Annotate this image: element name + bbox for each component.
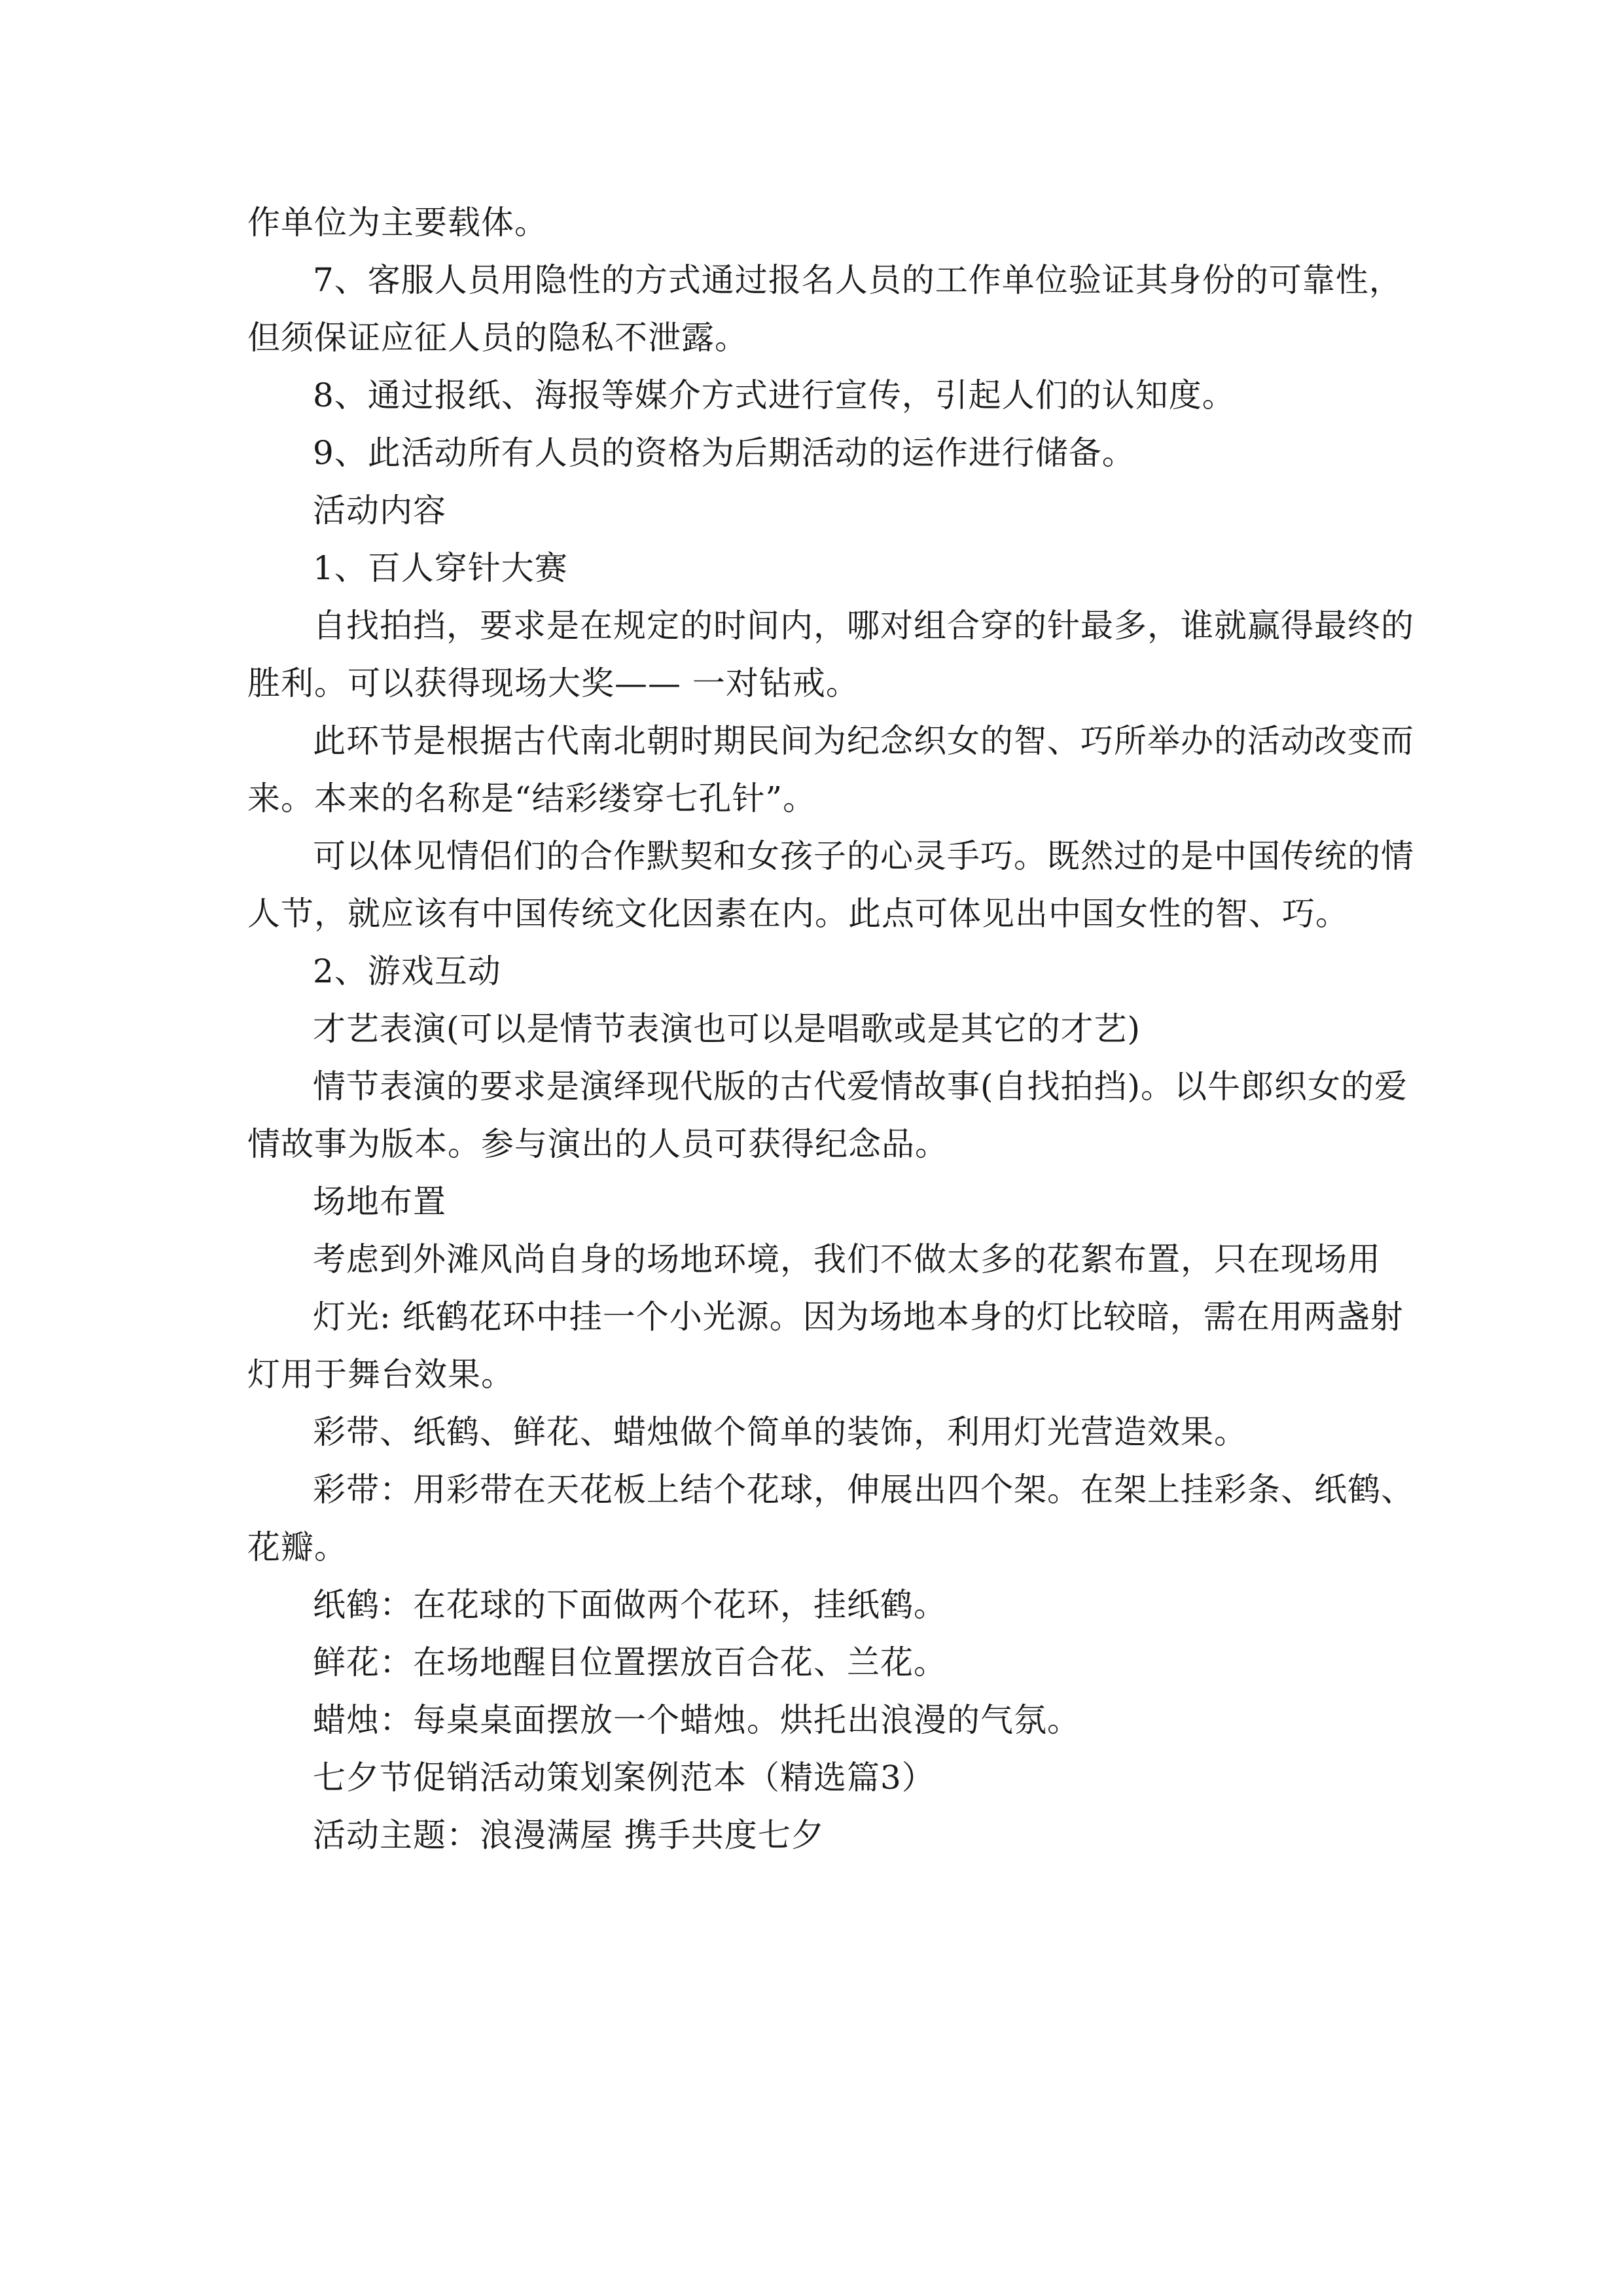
subsection-heading: 1、百人穿针大赛 xyxy=(313,549,568,587)
section-title: 七夕节促销活动策划案例范本（精选篇3） xyxy=(313,1759,935,1797)
paragraph-line: 情故事为版本。参与演出的人员可获得纪念品。 xyxy=(247,1125,948,1163)
paragraph-line: 蜡烛：每桌桌面摆放一个蜡烛。烘托出浪漫的气氛。 xyxy=(313,1701,1080,1739)
paragraph-line: 活动主题：浪漫满屋 携手共度七夕 xyxy=(313,1816,825,1854)
paragraph-line: 鲜花：在场地醒目位置摆放百合花、兰花。 xyxy=(313,1643,947,1681)
paragraph-line: 灯光: 纸鹤花环中挂一个小光源。因为场地本身的灯比较暗，需在用两盏射 xyxy=(313,1298,1404,1336)
paragraph-line: 8、通过报纸、海报等媒介方式进行宣传，引起人们的认知度。 xyxy=(313,376,1236,414)
paragraph-line: 考虑到外滩风尚自身的场地环境，我们不做太多的花絮布置，只在现场用 xyxy=(313,1240,1381,1278)
paragraph-line: 此环节是根据古代南北朝时期民间为纪念织女的智、巧所举办的活动改变而 xyxy=(313,722,1414,760)
paragraph-line: 花瓣。 xyxy=(247,1528,348,1566)
paragraph-line: 彩带、纸鹤、鲜花、蜡烛做个简单的装饰，利用灯光营造效果。 xyxy=(313,1413,1247,1451)
document-body xyxy=(247,194,1414,1864)
section-heading: 场地布置 xyxy=(313,1183,446,1221)
paragraph-line: 情节表演的要求是演绎现代版的古代爱情故事(自找拍挡)。以牛郎织女的爱 xyxy=(313,1067,1408,1105)
paragraph-line: 自找拍挡，要求是在规定的时间内，哪对组合穿的针最多，谁就赢得最终的 xyxy=(313,607,1414,645)
paragraph-line: 9、此活动所有人员的资格为后期活动的运作进行储备。 xyxy=(313,434,1135,472)
paragraph-line: 才艺表演(可以是情节表演也可以是唱歌或是其它的才艺) xyxy=(313,1010,1141,1048)
paragraph-line: 人节，就应该有中国传统文化因素在内。此点可体见出中国女性的智、巧。 xyxy=(247,895,1349,933)
paragraph-line: 胜利。可以获得现场大奖—— 一对钻戒。 xyxy=(247,664,859,702)
paragraph-line: 纸鹤：在花球的下面做两个花环，挂纸鹤。 xyxy=(313,1586,947,1624)
paragraph-line: 7、客服人员用隐性的方式通过报名人员的工作单位验证其身份的可靠性， xyxy=(313,261,1402,299)
paragraph-line: 但须保证应征人员的隐私不泄露。 xyxy=(247,319,748,357)
paragraph-line: 可以体见情侣们的合作默契和女孩子的心灵手巧。既然过的是中国传统的情 xyxy=(313,837,1414,875)
paragraph-line: 灯用于舞台效果。 xyxy=(247,1355,514,1393)
subsection-heading: 2、游戏互动 xyxy=(313,952,501,990)
paragraph-line: 来。本来的名称是“结彩缕穿七孔针”。 xyxy=(247,780,817,817)
paragraph-line: 彩带：用彩带在天花板上结个花球，伸展出四个架。在架上挂彩条、纸鹤、 xyxy=(313,1471,1414,1509)
section-heading: 活动内容 xyxy=(313,492,446,529)
paragraph-line: 作单位为主要载体。 xyxy=(247,204,548,242)
